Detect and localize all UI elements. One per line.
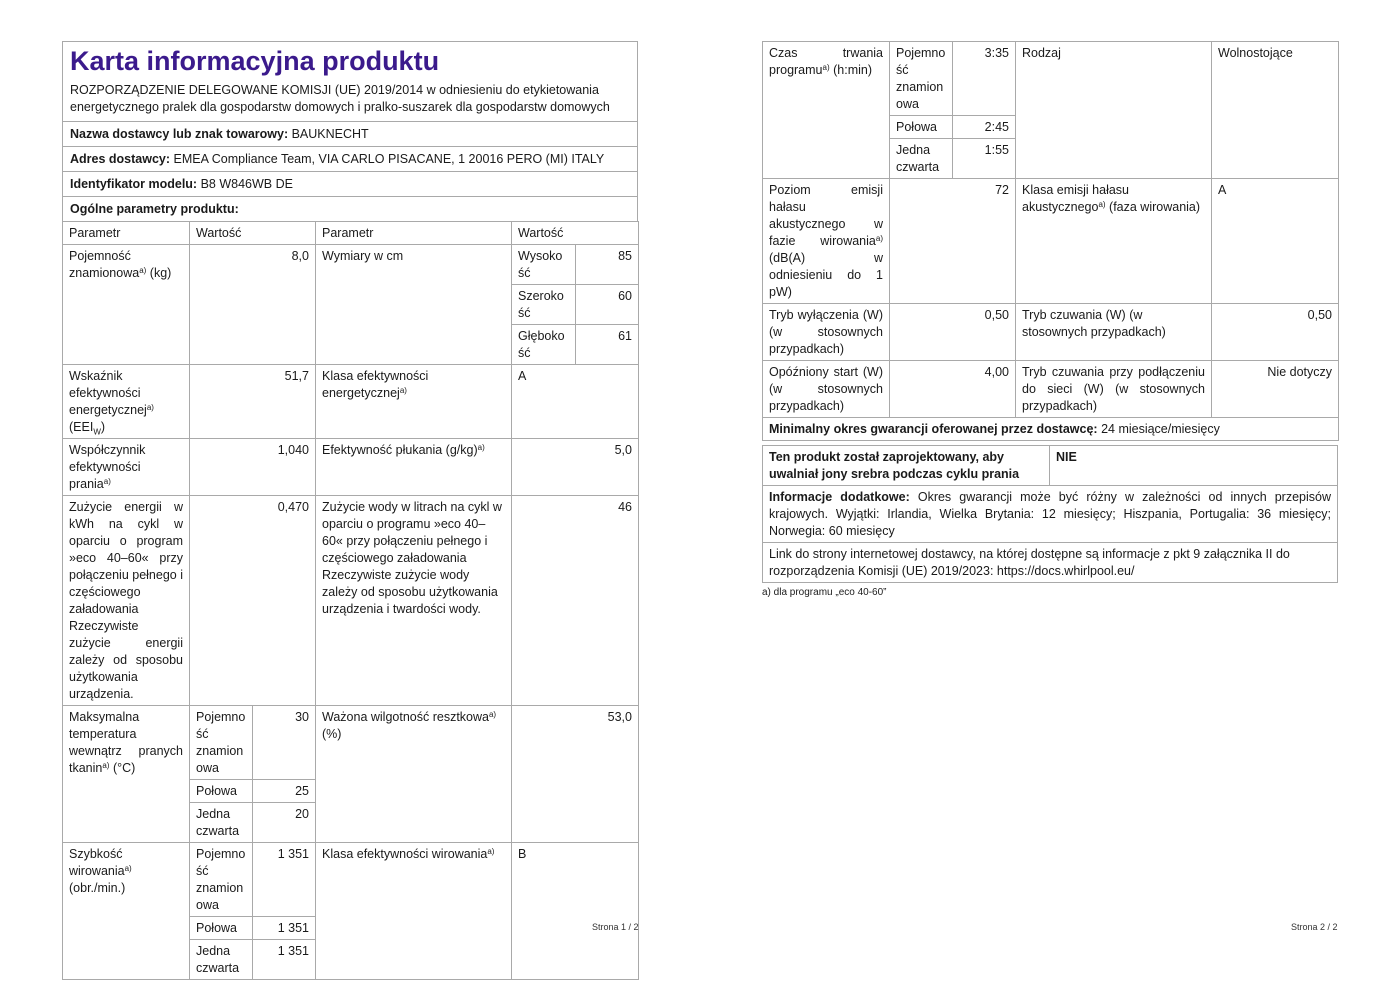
water-cons-label: Zużycie wody w litrach na cykl w oparciu o programu »eco 40–60« przy połączeniu pełnego i częściowego załadowania Rzeczywiste zużycie wody zależy od sposobu użytkowania urządzenia i twardości wody. xyxy=(316,496,512,706)
max-temp-unit: (°C) xyxy=(112,761,136,775)
energy-cons-label: Zużycie energii w kWh na cykl w oparciu o program »eco 40–60« przy połączeniu pełnego i częściowego załadowania Rzeczywiste zużycie energii zależy od sposobu użytkowania urządzenia. xyxy=(63,496,190,706)
depth-value: 61 xyxy=(618,329,632,343)
half-label: Połowa xyxy=(190,780,253,803)
col-header-value: Wartość xyxy=(190,222,316,245)
supplier-row xyxy=(63,121,637,146)
moisture-label: Ważona wilgotność resztkowa xyxy=(322,710,489,724)
capacity-label: Pojemność znamionowa xyxy=(69,249,140,280)
col-header-value-2: Wartość xyxy=(512,222,639,245)
duration-unit: (h:min) xyxy=(833,63,873,77)
washing-eff-value: 1,040 xyxy=(190,439,316,496)
standby-label: Tryb czuwania (W) (w stosownych przypadkach) xyxy=(1016,304,1212,361)
capacity-value: 8,0 xyxy=(190,245,316,365)
address-label: Adres dostawcy: xyxy=(70,152,171,166)
network-standby-label: Tryb czuwania przy podłączeniu do sieci (W) (w stosownych przypadkach) xyxy=(1016,361,1212,418)
guarantee-label: Minimalny okres gwarancji oferowanej przez dostawcę: xyxy=(769,422,1098,436)
delay-value: 4,00 xyxy=(890,361,1016,418)
quarter-label: Jedna czwarta xyxy=(890,139,953,179)
energy-class-value: A xyxy=(512,365,639,439)
silver-table xyxy=(762,445,1338,583)
type-label: Rodzaj xyxy=(1016,42,1212,179)
width-value: 60 xyxy=(575,285,638,325)
supplier-label: Nazwa dostawcy lub znak towarowy: xyxy=(70,127,289,141)
spin-class-value: B xyxy=(512,843,639,980)
duration-half: 2:45 xyxy=(953,116,1016,139)
duration-row-1 xyxy=(763,42,1339,116)
spin-speed-label: Szybkość wirowania xyxy=(69,847,125,878)
rated-label: Pojemność znamionowa xyxy=(890,42,953,116)
quarter-label: Jedna czwarta xyxy=(190,940,253,980)
dimensions-subtable xyxy=(512,245,638,364)
capacity-unit: (kg) xyxy=(149,266,172,280)
energy-cons-value: 0,470 xyxy=(190,496,316,706)
footnote-mark: a) xyxy=(399,386,407,395)
info-label: Informacje dodatkowe: xyxy=(769,490,910,504)
rinsing-value: 5,0 xyxy=(512,439,639,496)
spin-speed-unit: (obr./min.) xyxy=(69,881,126,895)
standby-value: 0,50 xyxy=(1212,304,1339,361)
table-header-row xyxy=(63,222,639,245)
info-row xyxy=(763,486,1338,543)
washing-efficiency-row xyxy=(63,439,639,496)
supplier-value: BAUKNECHT xyxy=(291,127,369,141)
max-temp-row-1 xyxy=(63,706,639,780)
moisture-value: 53,0 xyxy=(512,706,639,843)
col-header-param: Parametr xyxy=(63,222,190,245)
max-temp-half: 25 xyxy=(253,780,316,803)
general-params-row xyxy=(63,196,637,221)
max-temp-rated: 30 xyxy=(253,706,316,780)
page-1 xyxy=(62,41,638,980)
noise-class-unit: (faza wirowania) xyxy=(1109,200,1201,214)
document-title: Karta informacyjna produktu xyxy=(70,46,440,76)
spin-row-1 xyxy=(63,843,639,917)
parameters-table xyxy=(62,221,639,980)
type-value: Wolnostojące xyxy=(1212,42,1339,179)
eei-row: Wskaźnik efektywności energetycznej$^{a)}$ $(EEI_W)$ 51,7 Klasa efektywności energetycznej$^{a)}$ A xyxy=(63,365,639,439)
footnote-mark: a) xyxy=(124,864,132,873)
general-params-label: Ogólne parametry produktu: xyxy=(70,202,239,216)
address-value: EMEA Compliance Team, VIA CARLO PISACANE, 1 20016 PERO (MI) ITALY xyxy=(173,152,605,166)
footnote-mark: a) xyxy=(487,847,495,856)
washing-eff-label: Współczynnik efektywności prania xyxy=(69,443,146,491)
width-label: Szerokość xyxy=(512,285,575,325)
network-standby-value: Nie dotyczy xyxy=(1212,361,1339,418)
model-row xyxy=(63,171,637,196)
noise-value: 72 xyxy=(890,179,1016,304)
info-value: Okres gwarancji może być różny w zależności od innych przepisów krajowych. Wyjątki: Irlandia, Wielka Brytania: 12 miesięcy; Hiszpania, Portugalia: 36 miesięcy; Norwegia: 60 miesięcy xyxy=(769,490,1331,538)
footnote: a) dla programu „eco 40-60” xyxy=(762,587,887,598)
duration-quarter: 1:55 xyxy=(953,139,1016,179)
half-label: Połowa xyxy=(190,917,253,940)
energy-class-label: Klasa efektywności energetycznej xyxy=(322,369,429,400)
footnote-mark: a) xyxy=(139,266,147,275)
depth-label: Głębokość xyxy=(512,325,575,365)
height-label: Wysokość xyxy=(512,245,575,285)
spin-class-label: Klasa efektywności wirowania xyxy=(322,847,488,861)
noise-class-value: A xyxy=(1212,179,1339,304)
height-value: 85 xyxy=(575,245,638,285)
noise-row xyxy=(763,179,1339,304)
off-mode-label: Tryb wyłączenia (W) (w stosownych przypadkach) xyxy=(763,304,890,361)
footnote-mark: a) xyxy=(102,761,110,770)
off-mode-row xyxy=(763,304,1339,361)
model-value: B8 W846WB DE xyxy=(200,177,293,191)
guarantee-value: 24 miesiące/miesięcy xyxy=(1101,422,1220,436)
noise-class-label: Klasa emisji hałasu akustycznego xyxy=(1022,183,1129,214)
duration-label: Czas trwania programu xyxy=(769,46,883,77)
page-2 xyxy=(762,41,1338,598)
page-number-2: Strona 2 / 2 xyxy=(1291,922,1338,932)
info-header-box xyxy=(62,41,638,222)
eei-label: Wskaźnik efektywności energetycznej xyxy=(69,369,147,417)
footnote-mark: a) xyxy=(477,443,485,452)
consumption-row xyxy=(63,496,639,706)
spin-rated: 1 351 xyxy=(253,843,316,917)
silver-value: NIE xyxy=(1050,446,1338,486)
rated-label: Pojemność znamionowa xyxy=(190,843,253,917)
footnote-mark: a) xyxy=(488,710,497,719)
model-label: Identyfikator modelu: xyxy=(70,177,198,191)
footnote-mark: a) xyxy=(822,63,830,72)
spin-quarter: 1 351 xyxy=(253,940,316,980)
off-mode-value: 0,50 xyxy=(890,304,1016,361)
link-row xyxy=(763,543,1338,583)
page-number-1: Strona 1 / 2 xyxy=(592,922,639,932)
rated-label: Pojemność znamionowa xyxy=(190,706,253,780)
footnote-mark: a) xyxy=(1098,200,1106,209)
footnote-mark: a) xyxy=(875,234,883,243)
link-text: Link do strony internetowej dostawcy, na której dostępne są informacje z pkt 9 załącznika II do rozporządzenia Komisji (UE) 2019/2023: xyxy=(769,547,1290,578)
guarantee-row xyxy=(763,418,1339,441)
capacity-row xyxy=(63,245,639,365)
rinsing-label: Efektywność płukania (g/kg) xyxy=(322,443,478,457)
delay-label: Opóźniony start (W) (w stosownych przypadkach) xyxy=(763,361,890,418)
footnote-mark: a) xyxy=(103,477,111,486)
half-label: Połowa xyxy=(890,116,953,139)
regulation-text: ROZPORZĄDZENIE DELEGOWANE KOMISJI (UE) 2019/2014 w odniesieniu do etykietowania energetycznego pralek dla gospodarstw domowych i pralko-suszarek dla gospodarstw domowych xyxy=(70,83,610,114)
address-row xyxy=(63,146,637,171)
delay-row xyxy=(763,361,1339,418)
silver-row xyxy=(763,446,1338,486)
water-cons-value: 46 xyxy=(512,496,639,706)
noise-label: Poziom emisji hałasu akustycznego w fazie wirowania xyxy=(769,183,883,248)
parameters-table-2 xyxy=(762,41,1339,441)
noise-unit: (dB(A) w odniesieniu do 1 pW) xyxy=(769,251,883,299)
supplier-website-link[interactable]: https://docs.whirlpool.eu/ xyxy=(996,564,1135,578)
footnote-mark: a) xyxy=(146,403,154,412)
duration-rated: 3:35 xyxy=(953,42,1016,116)
col-header-param-2: Parametr xyxy=(316,222,512,245)
eei-value: 51,7 xyxy=(190,365,316,439)
dimensions-label: Wymiary w cm xyxy=(316,245,512,365)
quarter-label: Jedna czwarta xyxy=(190,803,253,843)
max-temp-quarter: 20 xyxy=(253,803,316,843)
spin-half: 1 351 xyxy=(253,917,316,940)
moisture-unit: (%) xyxy=(322,727,342,741)
max-temp-label: Maksymalna temperatura wewnątrz pranych tkanin xyxy=(69,710,183,775)
silver-label: Ten produkt został zaprojektowany, aby uwalniał jony srebra podczas cyklu prania xyxy=(763,446,1050,486)
